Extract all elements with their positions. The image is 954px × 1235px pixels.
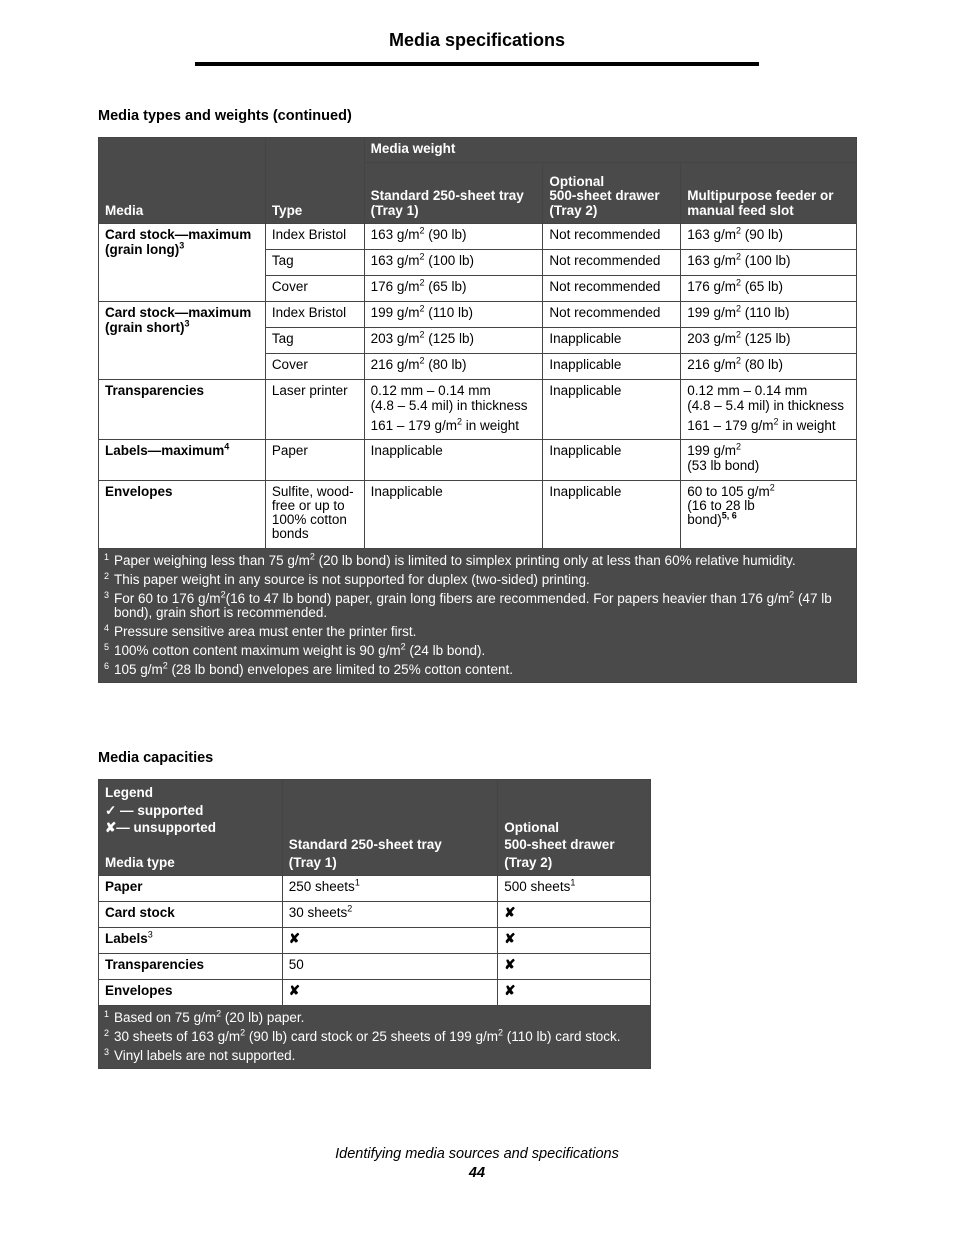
type-cell: Tag [265,250,364,276]
tray2-cell: Inapplicable [543,481,681,549]
type-cell: Paper [265,440,364,481]
type-cell: Cover [265,276,364,302]
mp-cell: 199 $g/m^2$ (53 lb bond) [681,440,857,481]
tray1-cell: Inapplicable [364,440,543,481]
type-cell: Tag [265,328,364,354]
header-multipurpose: Multipurpose feeder or manual feed slot [681,163,857,224]
media-cell: Transparencies [99,380,266,440]
mp-cell: 199 $g/m^2$ (110 lb) [681,302,857,328]
table-row [99,902,651,928]
mp-cell: 163 $g/m^2$ (100 lb) [681,250,857,276]
unsupported-icon: ✘ [498,954,651,980]
mp-cell: 216 $g/m^2$ (80 lb) [681,354,857,380]
footnotes [99,1006,651,1069]
type-cell: Index Bristol [265,302,364,328]
media-cell: Envelopes [99,481,266,549]
title-rule [195,62,759,66]
header-tray1: Standard 250-sheet tray (Tray 1) [364,163,543,224]
media-types-table [98,137,857,683]
header-tray2: Optional 500-sheet drawer (Tray 2) [543,163,681,224]
tray2-cell: Inapplicable [543,328,681,354]
unsupported-icon: ✘ [282,928,498,954]
tray1-cell: 176 $g/m^2$ (65 lb) [364,276,543,302]
table-row [99,928,651,954]
media-cell: Paper [99,876,283,902]
media-capacities-table [98,779,651,1069]
type-cell: Laser printer [265,380,364,440]
page-title: Media specifications [388,30,566,50]
mp-cell: 163 $g/m^2$ (90 lb) [681,224,857,250]
footnote: 6 105 $g/m^2$ (28 lb bond) envelopes are limited to 25% cotton content. [104,660,514,677]
footnote: 2 This paper weight in any source is not supported for duplex (two-sided) printing. [104,571,590,587]
tray1-cell: 216 $g/m^2$ (80 lb) [364,354,543,380]
footnote: 2 30 sheets of 163 $g/m^2$ (90 lb) card stock or 25 sheets of 199 $g/m^2$ (110 lb) card stock. [104,1027,621,1044]
footnotes-row [99,1006,651,1069]
header-tray2: Optional 500-sheet drawer (Tray 2) [498,780,651,876]
table-row [99,481,857,549]
tray2-cell: Not recommended [543,250,681,276]
legend-unsupported: ✘— unsupported [105,820,217,835]
table-row [99,980,651,1006]
table-row [99,224,857,250]
section-heading-media-types: Media types and weights (continued) [98,108,352,124]
table-row [99,380,857,440]
mp-cell: 203 $g/m^2$ (125 lb) [681,328,857,354]
unsupported-icon: ✘ [282,980,498,1006]
tray1-cell: 0.12 mm – 0.14 mm (4.8 – 5.4 mil) in thickness 161 – 179 $g/m^2$ in weight [364,380,543,440]
media-cell: Envelopes [99,980,283,1006]
tray2-cell: Not recommended [543,276,681,302]
tray1-cell: 250 sheets$^1$ [282,876,498,902]
footnote: 3 For 60 to 176 $g/m^2(16$ to 47 lb bond) paper, grain long fibers are recommended. For papers heavier than 176 $g/m^2$ (47 lb bond), grain short is recommended. [104,589,832,620]
mp-cell: 60 to 105 $g/m^2$ (16 to 28 lb bond)$^{5, 6}$ [681,481,857,549]
tray2-cell: Inapplicable [543,380,681,440]
footnote: 5 100% cotton content maximum weight is 90 $g/m^2$ (24 lb bond). [104,641,486,658]
tray1-cell: 50 [282,954,498,980]
header-media-type: Legend ✓ — supported ✘— unsupported Media type [99,780,283,876]
tray1-cell: Inapplicable [364,481,543,549]
mp-cell: 176 $g/m^2$ (65 lb) [681,276,857,302]
media-cell: Card stock [99,902,283,928]
media-cell: Transparencies [99,954,283,980]
footnotes-row [99,549,857,683]
footnote: 1 Based on 75 $g/m^2$ (20 lb) paper. [104,1008,305,1025]
tray1-cell: 30 sheets$^2$ [282,902,498,928]
mp-cell: 0.12 mm – 0.14 mm (4.8 – 5.4 mil) in thickness 161 – 179 $g/m^2$ in weight [681,380,857,440]
header-media: Media [99,138,266,224]
tray2-cell: Not recommended [543,224,681,250]
footnote: 3 Vinyl labels are not supported. [104,1047,296,1063]
footer-section-title: Identifying media sources and specifications [335,1146,619,1162]
tray1-cell: 203 $g/m^2$ (125 lb) [364,328,543,354]
tray2-cell: Inapplicable [543,354,681,380]
unsupported-icon: ✘ [498,980,651,1006]
tray1-cell: 163 $g/m^2$ (100 lb) [364,250,543,276]
section-heading-media-capacities: Media capacities [98,750,214,766]
tray2-cell: Not recommended [543,302,681,328]
tray1-cell: 163 $g/m^2$ (90 lb) [364,224,543,250]
unsupported-icon: ✘ [498,902,651,928]
type-cell: Index Bristol [265,224,364,250]
page-number: 44 [468,1165,486,1181]
media-cell: Card stock—maximum (grain long)$^3$ [99,224,266,302]
media-cell: Card stock—maximum (grain short)$^3$ [99,302,266,380]
type-cell: Cover [265,354,364,380]
legend-supported: ✓ — supported [105,802,204,818]
media-cell: Labels—maximum$^4$ [99,440,266,481]
table-row [99,440,857,481]
tray2-cell: 500 sheets$^1$ [498,876,651,902]
tray1-cell: 199 $g/m^2$ (110 lb) [364,302,543,328]
unsupported-icon: ✘ [498,928,651,954]
table-row [99,876,651,902]
tray2-cell: Inapplicable [543,440,681,481]
table-row [99,302,857,328]
type-cell: Sulfite, wood-free or up to 100% cotton bonds [265,481,364,549]
table-row [99,954,651,980]
header-media-weight: Media weight [364,138,856,163]
header-type: Type [265,138,364,224]
footnotes [99,549,857,683]
footnote: 4 Pressure sensitive area must enter the printer first. [104,623,417,639]
footnote: 1 Paper weighing less than 75 $g/m^2$ (20 lb bond) is limited to simplex printing only at less than 60% relative humidity. [104,551,796,568]
header-tray1: Standard 250-sheet tray (Tray 1) [282,780,498,876]
media-cell: Labels$^3$ [99,928,283,954]
